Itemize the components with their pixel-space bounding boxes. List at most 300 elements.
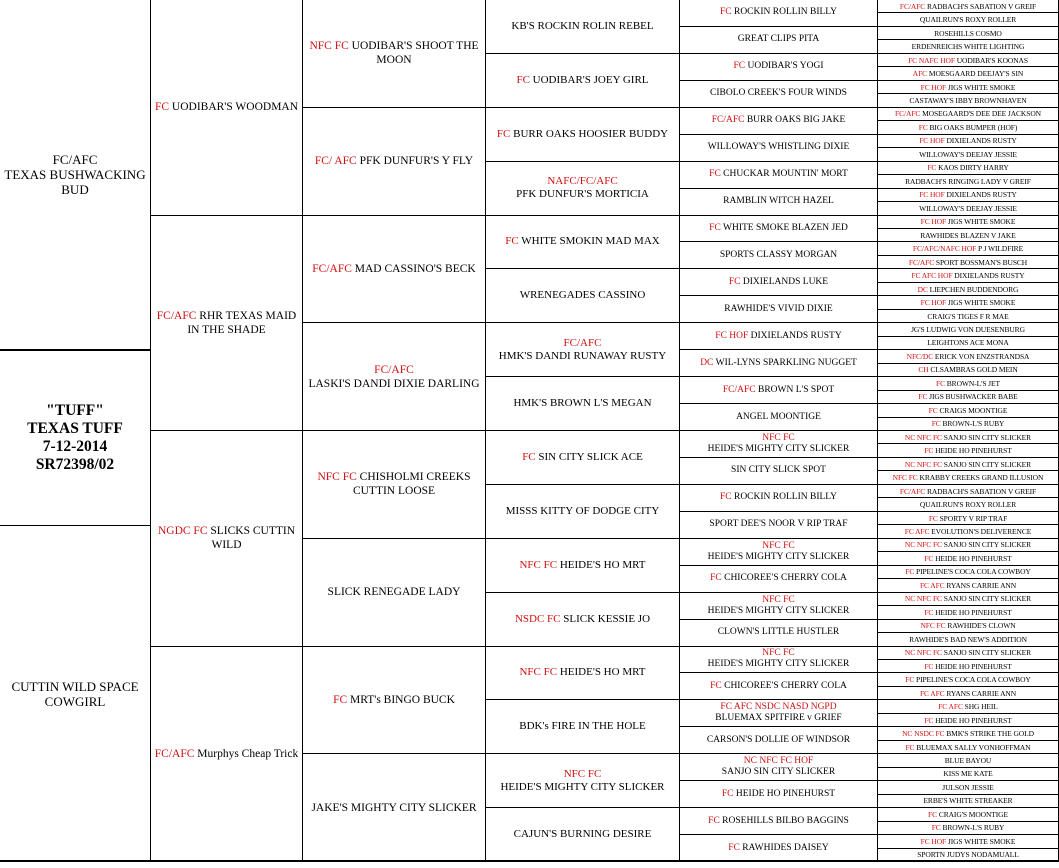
dog-name: SIN CITY SLICK ACE	[538, 450, 643, 463]
dog-gen5-3	[878, 40, 1059, 53]
dog-name: BDK's FIRE IN THE HOLE	[519, 720, 646, 733]
dog-name-line	[895, 109, 1041, 118]
dog-name-line	[912, 42, 1025, 51]
dog-gen4-22	[680, 593, 878, 620]
dog-name-line	[708, 606, 850, 617]
dog-titles: NSDC FC	[514, 612, 561, 625]
dog-name-line	[506, 505, 660, 518]
dog-name-line	[902, 729, 1034, 738]
dog-name: UODIBAR'S YOGI	[747, 61, 824, 72]
dog-titles: FC	[719, 492, 732, 503]
dog-name: Murphys Cheap Trick	[197, 747, 299, 760]
dog-titles: FC	[928, 405, 938, 415]
dog-title-line	[564, 768, 602, 781]
dog-gen0-1	[0, 526, 151, 862]
dog-gen5-41	[878, 552, 1059, 565]
dog-name-line	[516, 188, 649, 201]
dog-titles: FC/AFC	[899, 1, 926, 11]
dog-titles: FC	[905, 742, 915, 752]
dog-name: UODIBAR'S WOODMAN	[171, 101, 299, 114]
dog-name: MRT's BINGO BUCK	[350, 693, 455, 706]
dog-name: WHITE SMOKE BLAZEN JED	[723, 222, 848, 233]
dog-title-line	[564, 337, 602, 350]
dog-titles: FC AFC NSDC NASD NGPD	[720, 702, 837, 713]
dog-gen4-16	[680, 431, 878, 458]
dog-name: PIPELINE'S COCA COLA COWBOY	[916, 675, 1031, 685]
dog-name: SHG HEIL	[964, 702, 998, 712]
dog-titles: FC HOF	[919, 136, 945, 146]
dog-name-line	[893, 473, 1044, 482]
dog-name: JIGS WHITE SMOKE	[947, 836, 1016, 846]
dog-name-line	[520, 289, 646, 302]
dog-name-line	[736, 412, 821, 423]
dog-gen5-58	[878, 781, 1059, 794]
dog-name: HEIDE'S MIGHTY CITY SLICKER	[500, 780, 665, 793]
dog-name-line	[712, 115, 846, 126]
dog-name-line	[516, 74, 648, 87]
dog-name-line	[707, 735, 850, 746]
dog-titles: FC	[928, 513, 938, 523]
dog-titles: NFC FC	[762, 540, 795, 551]
dog-gen5-42	[878, 566, 1059, 579]
dog-titles: NFC FC	[563, 767, 602, 780]
dog-name-line	[938, 702, 998, 711]
dog-gen4-7	[680, 189, 878, 216]
dog-titles: FC	[924, 661, 934, 671]
dog-gen3-1	[486, 54, 680, 108]
dog-gen2-3	[303, 323, 486, 431]
dog-name-line	[920, 621, 1015, 630]
dog-name-line	[919, 204, 1017, 213]
dog-name: JG'S LUDWIG VON DUESENBURG	[911, 324, 1025, 334]
dog-gen5-49	[878, 660, 1059, 673]
dog-name-line	[733, 61, 823, 72]
dog-gen5-17	[878, 229, 1059, 242]
dog-name-line	[913, 69, 1023, 78]
dog-name: WILLOWAY'S DEEJAY JESSIE	[919, 203, 1017, 213]
dog-titles: FC	[728, 842, 740, 853]
subject-name: TEXAS TUFF	[27, 420, 123, 437]
dog-name-line	[921, 83, 1016, 92]
dog-gen3-9	[486, 485, 680, 539]
dog-titles: NFC FC	[309, 40, 349, 53]
dog-name: ERDENREICHS WHITE LIGHTING	[911, 42, 1025, 52]
dog-titles: FC	[918, 392, 928, 402]
dog-gen4-8	[680, 216, 878, 243]
dog-titles: FC AFC HOF	[911, 271, 953, 281]
dog-name: MISSS KITTY OF DODGE CITY	[505, 504, 660, 517]
dog-gen4-14	[680, 377, 878, 404]
dog-name-line	[919, 190, 1017, 199]
dog-name-line	[505, 235, 659, 248]
dog-gen5-25	[878, 337, 1059, 350]
dog-titles: FC	[931, 823, 941, 833]
dog-name-line	[519, 559, 645, 572]
dog-name-line	[927, 338, 1008, 347]
dog-name-line	[918, 285, 1019, 294]
dog-name: HEIDE HO PINEHURST	[935, 607, 1012, 617]
dog-name-line	[708, 444, 850, 455]
dog-gen5-7	[878, 94, 1059, 107]
dog-name-line	[303, 470, 485, 498]
dog-gen5-40	[878, 539, 1059, 552]
dog-name: CRAIG'S MOONTIGE	[938, 809, 1008, 819]
dog-name-line	[918, 365, 1017, 374]
dog-gen3-5	[486, 269, 680, 323]
dog-name: CLOWN'S LITTLE HUSTLER	[717, 627, 840, 638]
dog-titles: FC	[924, 715, 934, 725]
dog-gen5-16	[878, 216, 1059, 229]
dog-name-line	[710, 573, 847, 584]
dog-gen5-10	[878, 135, 1059, 148]
dog-name: SPORTY V RIP TRAF	[939, 513, 1008, 523]
dog-name: BLUEMAX SPITFIRE v GRIEF	[715, 713, 842, 724]
dog-titles: FC	[733, 61, 746, 72]
dog-name-line	[718, 627, 840, 638]
dog-name-line	[0, 679, 150, 709]
dog-titles: FC	[333, 693, 348, 706]
dog-name: WIL-LYNS SPARKLING NUGGET	[715, 357, 857, 368]
dog-name: CRAIG'S TIGES F R MAE	[927, 311, 1009, 321]
dog-gen3-7	[486, 377, 680, 431]
dog-name: EVOLUTION'S DELIVERENCE	[931, 527, 1032, 537]
dog-titles: FC/AFC	[154, 747, 195, 760]
dog-name: BROWN-L'S RUBY	[942, 823, 1005, 833]
dog-gen1-0	[151, 0, 303, 216]
dog-titles: NC NFC FC	[904, 459, 942, 469]
dog-titles: NFC FC	[519, 558, 558, 571]
dog-gen5-11	[878, 148, 1059, 161]
dog-gen5-5	[878, 67, 1059, 80]
dog-name: CHISHOLMI CREEKS CUTTIN LOOSE	[352, 471, 471, 498]
dog-name-line	[723, 196, 834, 207]
dog-titles: FC	[154, 101, 170, 114]
dog-gen2-0	[303, 0, 486, 108]
dog-name: RHR TEXAS MAID IN THE SHADE	[187, 309, 297, 336]
dog-titles: NFC FC	[519, 666, 558, 679]
dog-gen5-37	[878, 498, 1059, 511]
dog-name-line	[936, 379, 1000, 388]
dog-gen5-36	[878, 485, 1059, 498]
dog-name-line	[921, 837, 1016, 846]
dog-name: RYANS CARRIE ANN	[946, 688, 1017, 698]
dog-gen5-50	[878, 673, 1059, 686]
dog-gen5-45	[878, 606, 1059, 619]
dog-name: RAWHIDE'S CLOWN	[947, 621, 1016, 631]
dog-name: CARSON'S DOLLIE OF WINDSOR	[706, 734, 851, 745]
dog-name: HEIDE'S HO MRT	[559, 666, 646, 679]
dog-name-line	[920, 689, 1016, 698]
dog-gen4-18	[680, 485, 878, 512]
dog-titles: FC AFC	[919, 688, 945, 698]
dog-name: MOESGAARD DEEJAY'S SIN	[928, 69, 1024, 79]
dog-name: JIGS WHITE SMOKE	[947, 298, 1016, 308]
dog-gen4-25	[680, 673, 878, 700]
dog-titles: NC NFC FC	[904, 432, 942, 442]
subject-line	[36, 456, 114, 474]
dog-gen2-5	[303, 539, 486, 647]
dog-name: HEIDE HO PINEHURST	[935, 446, 1012, 456]
dog-name-line	[924, 446, 1011, 455]
dog-gen4-4	[680, 108, 878, 135]
dog-gen4-30	[680, 808, 878, 835]
dog-name-line	[924, 554, 1011, 563]
dog-name: SANJO SIN CITY SLICKER	[943, 459, 1032, 469]
dog-name-line	[724, 304, 832, 315]
dog-titles: FC HOF	[920, 82, 947, 92]
dog-gen4-29	[680, 781, 878, 808]
dog-gen4-5	[680, 135, 878, 162]
dog-name-line	[729, 277, 828, 288]
dog-name: P J WILDFIRE	[978, 244, 1024, 254]
dog-titles: FC	[709, 169, 721, 180]
dog-name: SANJO SIN CITY SLICKER	[943, 648, 1032, 658]
dog-gen5-56	[878, 754, 1059, 767]
dog-name-line	[932, 419, 1005, 428]
dog-name-line	[303, 39, 485, 67]
dog-name: ROSEHILLS BILBO BAGGINS	[722, 815, 849, 826]
dog-name: BROWN-L'S RUBY	[942, 419, 1005, 429]
dog-gen1-3	[151, 647, 303, 863]
dog-name: RYANS CARRIE ANN	[946, 580, 1017, 590]
subject-line	[43, 438, 108, 456]
dog-titles: DC	[700, 357, 714, 368]
dog-name: BLUEMAX SALLY VONHOFFMAN	[916, 742, 1031, 752]
dog-name: WHITE SMOKIN MAD MAX	[521, 235, 660, 248]
dog-name: HEIDE HO PINEHURST	[935, 715, 1012, 725]
dog-title-line	[53, 152, 98, 167]
dog-gen3-12	[486, 647, 680, 701]
dog-titles: FC/AFC	[52, 152, 98, 167]
dog-name: HMK'S DANDI RUNAWAY RUSTY	[498, 349, 667, 362]
dog-name: SPORTN JUDYS NODAMUALL	[917, 850, 1019, 860]
dog-name: RAMBLIN WITCH HAZEL	[723, 196, 834, 207]
dog-name-line	[900, 487, 1036, 496]
dog-name: SPORT BOSSMAN'S BUSCH	[935, 257, 1028, 267]
dog-name-line	[918, 392, 1017, 401]
dog-title-line	[762, 433, 794, 444]
dog-name: JIGS BUSHWACKER BABE	[929, 392, 1018, 402]
dog-name-line	[909, 635, 1027, 644]
dog-name: PFK DUNFUR'S MORTICIA	[516, 188, 649, 201]
dog-name: GREAT CLIPS PITA	[737, 34, 820, 45]
dog-gen5-30	[878, 404, 1059, 417]
dog-name-line	[720, 7, 837, 18]
dog-gen5-57	[878, 768, 1059, 781]
dog-name-line	[920, 500, 1016, 509]
dog-name: SPORTS CLASSY MORGAN	[719, 249, 838, 260]
dog-name-line	[905, 743, 1030, 752]
dog-name-line	[515, 613, 650, 626]
dog-gen5-32	[878, 431, 1059, 444]
dog-name: WILLOWAY'S DEEJAY JESSIE	[919, 149, 1017, 159]
dog-titles: FC/AFC	[563, 336, 602, 349]
dog-gen5-61	[878, 822, 1059, 835]
dog-name: MOSEGAARD'S DEE DEE JACKSON	[922, 109, 1041, 119]
dog-name-line	[905, 675, 1030, 684]
dog-name: UODIBAR'S SHOOT THE MOON	[351, 40, 479, 67]
dog-titles: FC/AFC	[908, 257, 935, 267]
dog-name-line	[927, 163, 1008, 172]
dog-name: ROCKIN ROLLIN BILLY	[733, 7, 837, 18]
dog-gen5-21	[878, 283, 1059, 296]
dog-gen4-24	[680, 647, 878, 674]
dog-name: RAWHIDES DAISEY	[742, 842, 829, 853]
dog-name: WILLOWAY'S WHISTLING DIXIE	[707, 142, 850, 153]
dog-name: CASTAWAY'S IBBY BROWNHAVEN	[909, 96, 1027, 106]
dog-name: HEIDE'S MIGHTY CITY SLICKER	[707, 443, 850, 454]
dog-name-line	[708, 816, 849, 827]
dog-titles: FC HOF	[920, 298, 947, 308]
dog-titles: FC	[924, 607, 934, 617]
dog-name: JAKE'S MIGHTY CITY SLICKER	[311, 801, 477, 814]
dog-titles: FC/AFC	[374, 363, 414, 376]
dog-name-line	[155, 747, 298, 761]
dog-name-line	[519, 720, 645, 733]
dog-name-line	[151, 524, 302, 552]
dog-name: JIGS WHITE SMOKE	[947, 217, 1016, 227]
dog-name: UODIBAR'S KOONAS	[956, 55, 1028, 65]
dog-gen3-6	[486, 323, 680, 377]
dog-name: JULSON JESSIE	[942, 782, 994, 792]
dog-titles: NFC FC	[762, 648, 795, 659]
dog-title-line	[762, 648, 794, 659]
dog-gen4-19	[680, 512, 878, 539]
dog-titles: FC/ AFC	[314, 155, 357, 168]
dog-titles: FC/AFC	[711, 115, 745, 126]
dog-titles: FC	[924, 553, 934, 563]
dog-name-line	[723, 385, 834, 396]
dog-name-line	[709, 223, 848, 234]
dog-gen5-59	[878, 795, 1059, 808]
dog-title-line	[374, 363, 414, 377]
dog-titles: NGDC FC	[157, 525, 208, 538]
dog-gen4-9	[680, 242, 878, 269]
dog-gen4-28	[680, 754, 878, 781]
dog-name-line	[710, 681, 847, 692]
dog-name-line	[928, 810, 1008, 819]
dog-name: BIG OAKS BUMPER (HOF)	[929, 122, 1018, 132]
dog-titles: NC NFC FC HOF	[743, 756, 814, 767]
dog-name: ROCKIN ROLLIN BILLY	[733, 492, 837, 503]
dog-gen4-12	[680, 323, 878, 350]
dog-name-line	[151, 309, 302, 337]
dog-name-line	[708, 659, 850, 670]
dog-name: SLICK KESSIE JO	[563, 612, 651, 625]
dog-name: CIBOLO CREEK'S FOUR WINDS	[710, 88, 847, 99]
dog-titles: FC	[728, 276, 741, 287]
dog-gen5-15	[878, 202, 1059, 215]
dog-name-line	[932, 823, 1005, 832]
dog-titles: FC NAFC HOF	[908, 55, 955, 65]
dog-gen5-51	[878, 687, 1059, 700]
dog-gen0-0	[0, 0, 151, 350]
dog-name: HEIDE'S MIGHTY CITY SLICKER	[707, 659, 850, 670]
dog-gen5-27	[878, 364, 1059, 377]
dog-name: CHUCKAR MOUNTIN' MORT	[723, 169, 848, 180]
dog-gen3-10	[486, 539, 680, 593]
dog-gen3-11	[486, 593, 680, 647]
dog-gen5-52	[878, 700, 1059, 713]
dog-gen5-39	[878, 525, 1059, 538]
dog-name: ERBE'S WHITE STREAKER	[923, 796, 1013, 806]
dog-gen5-60	[878, 808, 1059, 821]
dog-name: ROSEHILLS COSMO	[934, 28, 1002, 38]
dog-titles: FC	[928, 809, 938, 819]
dog-titles: FC AFC	[919, 580, 945, 590]
dog-title-line	[547, 175, 617, 188]
dog-gen5-1	[878, 13, 1059, 26]
dog-gen2-1	[303, 108, 486, 216]
dog-gen4-3	[680, 81, 878, 108]
dog-titles: CH	[918, 365, 929, 375]
dog-name: BROWN-L'S JET	[946, 378, 1000, 388]
dog-gen5-46	[878, 620, 1059, 633]
dog-gen4-26	[680, 700, 878, 727]
dog-name-line	[722, 767, 835, 778]
dog-titles: FC HOF	[920, 217, 947, 227]
dog-titles: FC	[516, 73, 530, 86]
subject-dog	[0, 350, 151, 526]
dog-titles: FC	[719, 7, 732, 18]
dog-titles: NFC/DC	[906, 351, 934, 361]
dog-gen2-6	[303, 647, 486, 755]
dog-name: DIXIELANDS RUSTY	[954, 271, 1025, 281]
dog-name-line	[511, 20, 653, 33]
dog-name-line	[311, 801, 476, 815]
dog-name: SANJO SIN CITY SLICKER	[943, 432, 1032, 442]
dog-name: ERICK VON ENZSTRANDSA	[934, 351, 1030, 361]
dog-name: RAWHIDES BLAZEN V JAKE	[920, 230, 1016, 240]
dog-name-line	[927, 312, 1008, 321]
dog-name-line	[499, 350, 666, 363]
dog-gen5-19	[878, 256, 1059, 269]
dog-name: CHICOREE'S CHERRY COLA	[724, 573, 847, 584]
dog-name-line	[155, 100, 298, 114]
dog-name-line	[500, 781, 664, 794]
dog-gen4-1	[680, 27, 878, 54]
dog-name: SPORT DEE'S NOOR V RIP TRAF	[709, 519, 848, 530]
dog-name-line	[921, 217, 1016, 226]
dog-name-line	[911, 325, 1025, 334]
dog-name-line	[920, 581, 1016, 590]
dog-name-line	[923, 796, 1012, 805]
dog-name: DIXIELANDS RUSTY	[750, 330, 842, 341]
dog-titles: FC/AFC	[895, 109, 921, 119]
dog-gen3-3	[486, 162, 680, 216]
dog-titles: NAFC/FC/AFC	[547, 175, 618, 188]
dog-titles: FC	[709, 222, 721, 233]
dog-name: SLICK RENEGADE LADY	[327, 586, 461, 599]
dog-gen5-35	[878, 471, 1059, 484]
dog-name: DIXIELANDS LUKE	[742, 276, 829, 287]
dog-titles: FC/AFC	[722, 384, 756, 395]
dog-name-line	[708, 552, 850, 563]
dog-name-line	[919, 150, 1017, 159]
dog-gen5-22	[878, 296, 1059, 309]
dog-name-line	[312, 262, 475, 276]
dog-name: BROWN L'S SPOT	[757, 384, 835, 395]
dog-gen4-17	[680, 458, 878, 485]
dog-titles: FC	[522, 450, 536, 463]
dog-name: HEIDE HO PINEHURST	[935, 661, 1012, 671]
dog-titles: FC	[931, 419, 941, 429]
dog-titles: AFC	[912, 69, 928, 79]
dog-name: RADBACH'S SABATION V GREIF	[926, 486, 1037, 496]
dog-name-line	[900, 2, 1036, 11]
dog-name: SANJO SIN CITY SLICKER	[943, 540, 1032, 550]
dog-gen5-0	[878, 0, 1059, 13]
